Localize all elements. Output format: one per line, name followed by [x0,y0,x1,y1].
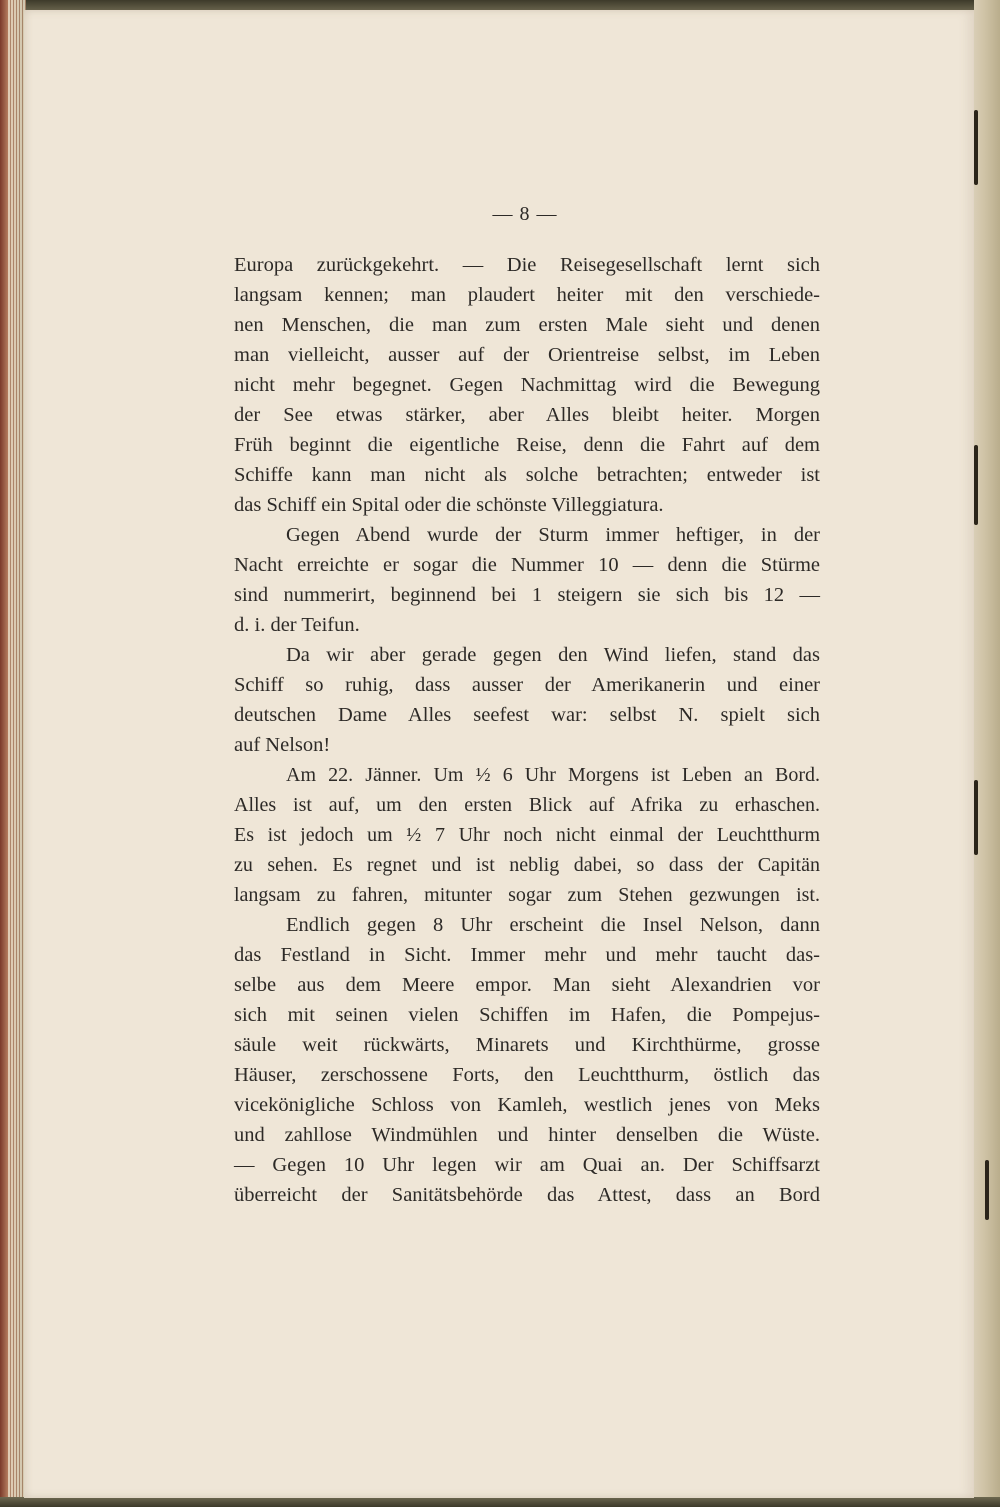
text-line: Am 22. Jänner. Um ½ 6 Uhr Morgens ist Leben an Bord. [286,764,820,786]
text-line: deutschen Dame Alles seefest war: selbst N. spielt sich [234,704,820,726]
text-line: — Gegen 10 Uhr legen wir am Quai an. Der Schiffsarzt [234,1154,820,1176]
text-line: langsam kennen; man plaudert heiter mit den verschiede- [234,284,820,306]
binding-mark [985,1160,989,1220]
body-text [234,250,820,1210]
text-line: überreicht der Sanitätsbehörde das Attest, dass an Bord [234,1184,820,1206]
text-line: Alles ist auf, um den ersten Blick auf Afrika zu erhaschen. [234,794,820,816]
book-cover-bottom-edge [0,1497,1000,1507]
binding-mark [974,110,978,185]
book-cover-right-edge [974,0,1000,1507]
text-line: Schiffe kann man nicht als solche betrachten; entweder ist [234,464,820,486]
text-line: Da wir aber gerade gegen den Wind liefen, stand das [286,644,820,666]
binding-mark [974,445,978,525]
text-line: der See etwas stärker, aber Alles bleibt heiter. Morgen [234,404,820,426]
text-line: Gegen Abend wurde der Sturm immer heftiger, in der [286,524,820,546]
text-line: Es ist jedoch um ½ 7 Uhr noch nicht einmal der Leuchtthurm [234,824,820,846]
text-line: man vielleicht, ausser auf der Orientreise selbst, im Leben [234,344,820,366]
text-line: Früh beginnt die eigentliche Reise, denn die Fahrt auf dem [234,434,820,456]
text-line: selbe aus dem Meere empor. Man sieht Alexandrien vor [234,974,820,996]
text-line: und zahllose Windmühlen und hinter denselben die Wüste. [234,1124,820,1146]
text-line: sind nummerirt, beginnend bei 1 steigern sie sich bis 12 — [234,584,820,606]
text-line: langsam zu fahren, mitunter sogar zum Stehen gezwungen ist. [234,884,820,906]
text-line: vicekönigliche Schloss von Kamleh, westlich jenes von Meks [234,1094,820,1116]
text-line: Europa zurückgekehrt. — Die Reisegesellschaft lernt sich [234,254,820,276]
text-line: Nacht erreichte er sogar die Nummer 10 — denn die Stürme [234,554,820,576]
binding-mark [974,780,978,855]
text-line: das Schiff ein Spital oder die schönste Villeggiatura. [234,494,664,516]
text-line: zu sehen. Es regnet und ist neblig dabei, so dass der Capitän [234,854,820,876]
text-line: sich mit seinen vielen Schiffen im Hafen, die Pompejus- [234,1004,820,1026]
text-line: nen Menschen, die man zum ersten Male sieht und denen [234,314,820,336]
page-number: — 8 — [492,203,558,225]
text-line: Schiff so ruhig, dass ausser der Amerikanerin und einer [234,674,820,696]
text-line: Endlich gegen 8 Uhr erscheint die Insel Nelson, dann [286,914,820,936]
text-line: auf Nelson! [234,734,331,756]
text-line: das Festland in Sicht. Immer mehr und mehr taucht das- [234,944,820,966]
text-line: nicht mehr begegnet. Gegen Nachmittag wird die Bewegung [234,374,820,396]
text-line: säule weit rückwärts, Minarets und Kirchthürme, grosse [234,1034,820,1056]
text-line: d. i. der Teifun. [234,614,360,636]
text-line: Häuser, zerschossene Forts, den Leuchtthurm, östlich das [234,1064,820,1086]
